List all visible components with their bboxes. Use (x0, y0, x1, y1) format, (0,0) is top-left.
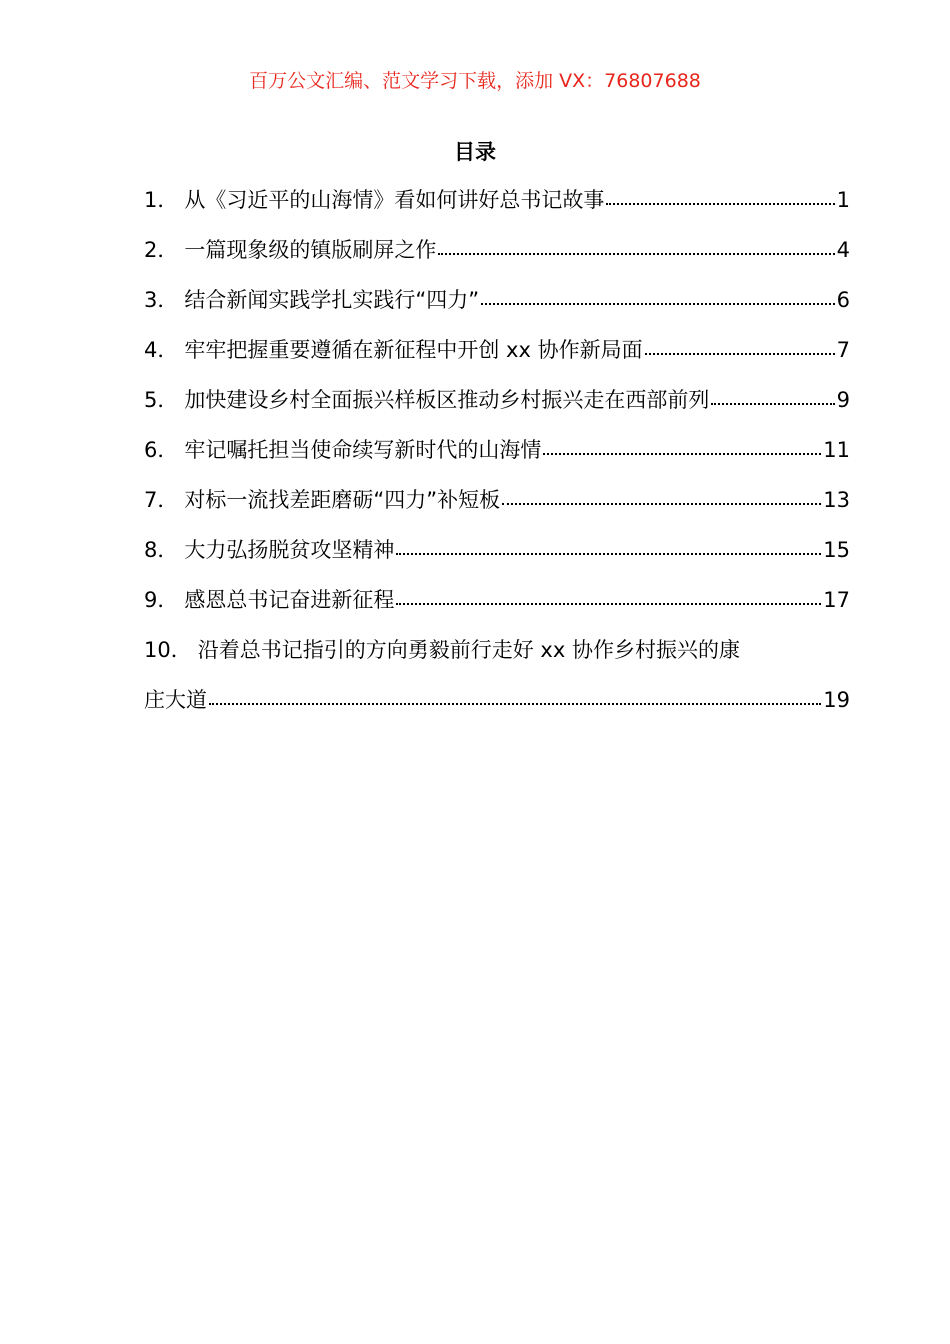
toc-entry-text (144, 484, 500, 516)
toc-entry-title: 沿着总书记指引的方向勇毅前行走好 xx 协作乡村振兴的康 (197, 638, 740, 662)
toc-entry-6[interactable] (144, 434, 850, 484)
toc-entry-title: 牢牢把握重要遵循在新征程中开创 xx 协作新局面 (184, 338, 643, 362)
toc-entry-number: 6． (144, 438, 179, 462)
toc-dot-leader (543, 449, 821, 455)
toc-entry-title: 一篇现象级的镇版刷屏之作 (184, 238, 437, 262)
toc-dot-leader (396, 549, 821, 555)
toc-entry-page: 6 (836, 288, 850, 312)
toc-entry-title: 感恩总书记奋进新征程 (184, 588, 395, 612)
toc-entry-7[interactable] (144, 484, 850, 534)
toc-entry-5[interactable] (144, 384, 850, 434)
toc-entry-page: 19 (823, 688, 850, 712)
toc-entry-page: 7 (836, 338, 850, 362)
toc-entry-9[interactable] (144, 584, 850, 634)
toc-entry-number: 1． (144, 188, 179, 212)
toc-entry-3[interactable] (144, 284, 850, 334)
toc-dot-leader (645, 349, 835, 355)
toc-entry-text (144, 384, 709, 416)
toc-entry-8[interactable] (144, 534, 850, 584)
toc-dot-leader (606, 199, 834, 205)
toc-entry-page: 9 (836, 388, 850, 412)
toc-entry-title: 结合新闻实践学扎实践行“四力” (184, 288, 480, 312)
toc-title: 目录 (454, 140, 496, 164)
toc-entry-number: 5． (144, 388, 179, 412)
toc-entry-title: 加快建设乡村全面振兴样板区推动乡村振兴走在西部前列 (184, 388, 710, 412)
toc-entry-page: 11 (823, 438, 850, 462)
toc-entry-text (144, 184, 604, 216)
toc-entry-title: 牢记嘱托担当使命续写新时代的山海情 (184, 438, 542, 462)
toc-entry-title: 从《习近平的山海情》看如何讲好总书记故事 (184, 188, 605, 212)
toc-entry-number: 4． (144, 338, 179, 362)
toc-entry-10[interactable] (144, 634, 850, 684)
toc-dot-leader (711, 399, 834, 405)
toc-entry-text (144, 434, 541, 466)
toc-entry-1[interactable] (144, 184, 850, 234)
toc-dot-leader (209, 699, 821, 705)
header-note: 百万公文汇编、范文学习下载，添加 VX：76807688 (249, 70, 701, 92)
toc-entry-title-continued: 庄大道 (144, 688, 207, 712)
toc-entry-text (144, 634, 740, 666)
toc-entry-text (144, 534, 394, 566)
toc-entry-page: 13 (823, 488, 850, 512)
toc-entry-title: 大力弘扬脱贫攻坚精神 (184, 538, 395, 562)
toc-entry-text (144, 284, 479, 316)
toc-entry-page: 15 (823, 538, 850, 562)
toc-entry-2[interactable] (144, 234, 850, 284)
toc-entry-number: 2． (144, 238, 179, 262)
toc-dot-leader (438, 249, 834, 255)
toc-entry-text (144, 234, 436, 266)
toc-entry-page: 1 (836, 188, 850, 212)
toc-entry-4[interactable] (144, 334, 850, 384)
toc-entry-title: 对标一流找差距磨砺“四力”补短板 (184, 488, 501, 512)
toc-entry-number: 8． (144, 538, 179, 562)
toc-entry-number: 10． (144, 638, 192, 662)
toc-dot-leader (396, 599, 821, 605)
toc-entry-number: 9． (144, 588, 179, 612)
toc-entry-number: 3． (144, 288, 179, 312)
table-of-contents (144, 184, 850, 734)
toc-entry-text (144, 584, 394, 616)
toc-entry-page: 17 (823, 588, 850, 612)
toc-entry-text (144, 334, 643, 366)
toc-entry-10-continued[interactable] (144, 684, 850, 734)
toc-dot-leader (481, 299, 834, 305)
toc-entry-page: 4 (836, 238, 850, 262)
toc-entry-number: 7． (144, 488, 179, 512)
toc-dot-leader (502, 499, 821, 505)
